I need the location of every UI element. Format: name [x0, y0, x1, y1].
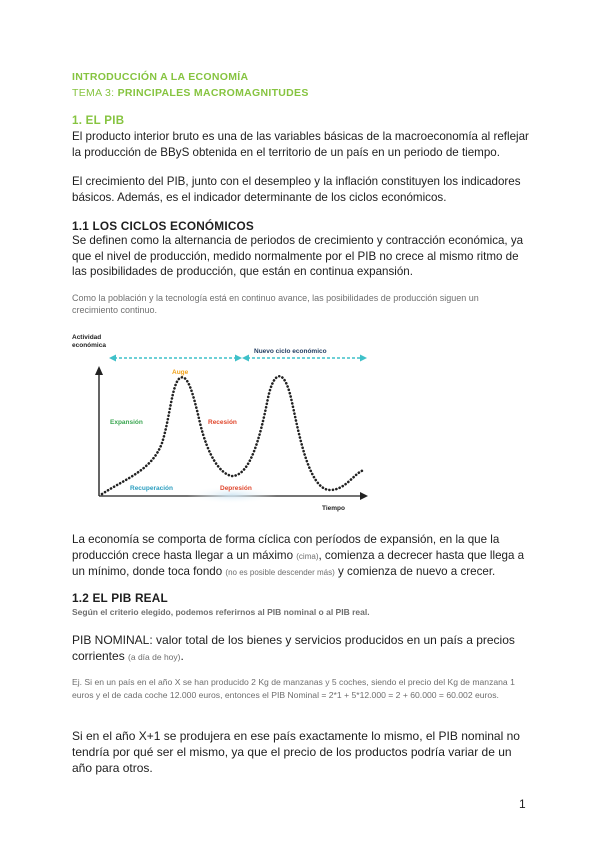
cycle-curve: [102, 376, 364, 494]
pib-nominal-definition: [72, 632, 532, 665]
section-1-1-note: Como la población y la tecnología está en continuo avance, las posibilidades de producción siguen un crecimiento continuo.: [72, 293, 479, 315]
page-number: 1: [519, 797, 526, 811]
y-axis-arrowhead: [95, 366, 103, 375]
pib-nominal-end: .: [180, 649, 184, 663]
section-1-2-heading: 1.2 EL PIB REAL: [72, 591, 168, 605]
topic-title-text: PRINCIPALES MACROMAGNITUDES: [117, 87, 309, 99]
phase-depresion-label: Depresión: [220, 485, 252, 492]
course-title: [72, 71, 248, 83]
cycle-text-part2: , comienza a decrecer hasta que llega a un mínimo, donde toca fondo: [72, 548, 525, 578]
course-title-text: INTRODUCCIÓN A LA ECONOMÍA: [72, 71, 249, 83]
x-axis-arrowhead: [360, 492, 368, 500]
section-1-paragraph-2: El crecimiento del PIB, junto con el desempleo y la inflación constituyen los indicadores básicos. Además, es el indicador determinante de los ciclos económicos.: [72, 175, 521, 204]
cycle-arrow-2-right-head: [360, 355, 367, 362]
section-1-2-subtitle: Según el criterio elegido, podemos referirnos al PIB nominal o al PIB real.: [72, 607, 370, 617]
new-cycle-label: Nuevo ciclo económico: [254, 348, 327, 355]
section-1-2-last-paragraph: Si en el año X+1 se produjera en ese país exactamente lo mismo, el PIB nominal no tendría por qué ser el mismo, ya que el precio de los productos podría variar de un año para otros.: [72, 729, 520, 775]
section-1-1-heading: 1.1 LOS CICLOS ECONÓMICOS: [72, 219, 254, 233]
phase-recesion-label: Recesión: [208, 419, 237, 426]
y-axis-label-line2: económica: [72, 342, 106, 349]
economic-cycle-chart: [72, 328, 392, 520]
cycle-text-part1: La economía se comporta de forma cíclica con períodos de expansión, en la que la producción crece hasta llegar a un máximo: [72, 533, 500, 562]
section-1-paragraph-1: El producto interior bruto es una de las variables básicas de la macroeconomía al reflejar la producción de BByS obtenida en el territorio de un país en un periodo de tiempo.: [72, 130, 529, 159]
phase-auge-label: Auge: [172, 369, 189, 376]
pib-nominal-note: (a día de hoy): [128, 652, 181, 662]
cycle-arrow-1-right-head: [235, 355, 242, 362]
x-axis-label: Tiempo: [322, 505, 345, 512]
section-1-heading: [72, 115, 124, 127]
section-1-1-paragraph: Se definen como la alternancia de periodos de crecimiento y contracción económica, ya que el nivel de producción, medido normalmente por el PIB no crece al mismo ritmo de las posibilidades de producción, que están en continua expansión.: [72, 234, 524, 278]
cycle-text-fondo: (no es posible descender más): [225, 568, 335, 577]
phase-expansion-label: Expansión: [110, 419, 143, 426]
cycle-text-cima: (cima): [296, 551, 319, 561]
pib-nominal-example: Ej. Si en un país en el año X se han producido 2 Kg de manzanas y 5 coches, siendo el precio del Kg de manzana 1 euros y el de cada coche 12.000 euros, entonces el PIB Nominal = 2*1 + 5*12.000 = 2 + 60.000 = 60.002 euros.: [72, 677, 515, 700]
cycle-arrow-1-left-head: [109, 355, 116, 362]
topic-title: [72, 87, 309, 99]
pib-nominal-text: PIB NOMINAL: valor total de los bienes y servicios producidos en un país a precios corrientes: [72, 633, 515, 663]
cycle-arrow-2-left-head: [242, 355, 249, 362]
cycle-text-part3: y comienza de nuevo a crecer.: [334, 565, 496, 578]
cycle-description: [72, 532, 532, 581]
y-axis-label-line1: Actividad: [72, 334, 102, 341]
section-1-heading-text: 1. EL PIB: [72, 115, 125, 127]
topic-prefix: TEMA 3:: [72, 87, 118, 99]
phase-recuperacion-label: Recuperación: [130, 485, 173, 492]
